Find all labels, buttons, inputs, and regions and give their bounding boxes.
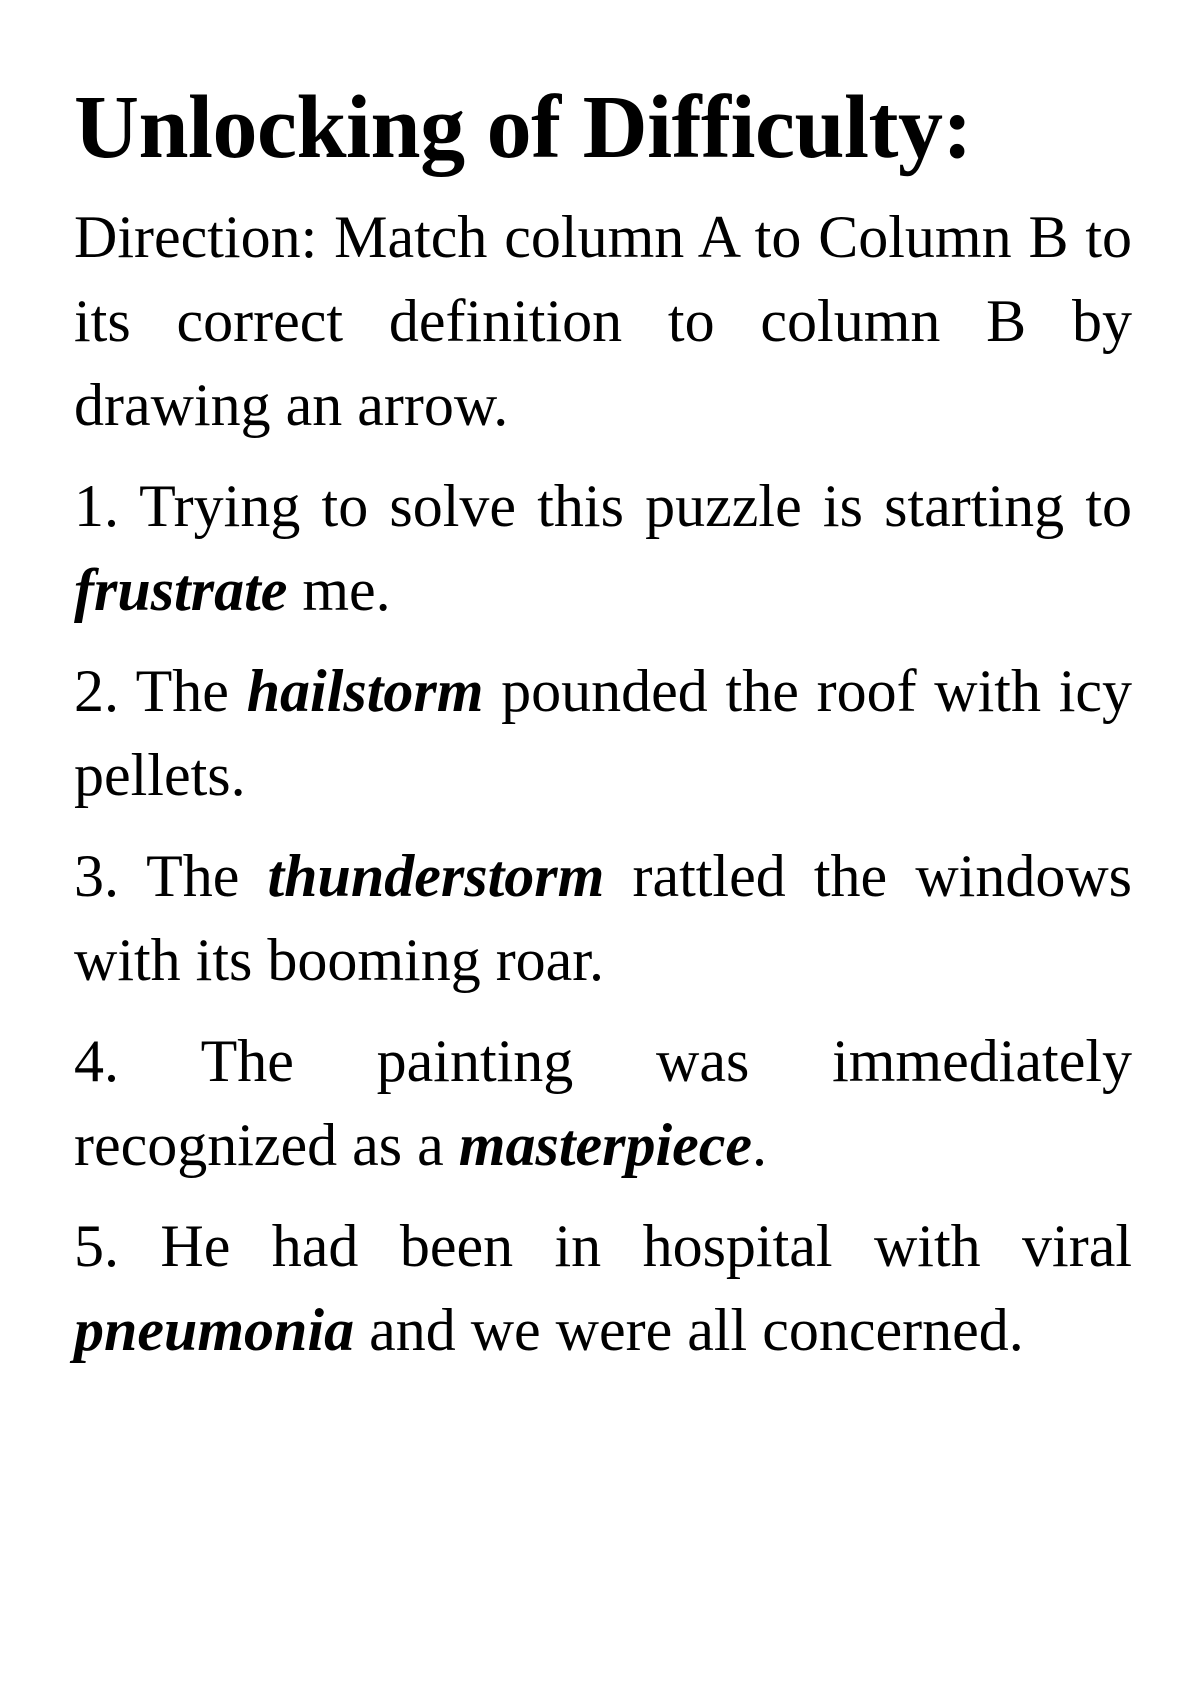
- item-text: 1. Trying to solve this puzzle is starting to: [74, 473, 1132, 539]
- list-item-4: [74, 1019, 1132, 1187]
- list-item-5: [74, 1204, 1132, 1372]
- item-text: 3. The: [74, 843, 268, 909]
- list-item-3: [74, 834, 1132, 1002]
- keyword-hailstorm: hailstorm: [246, 658, 484, 724]
- item-text: rattled the windows with its booming roar.: [74, 843, 1133, 993]
- document-page: [74, 78, 1132, 1372]
- keyword-masterpiece: masterpiece: [458, 1112, 753, 1178]
- list-item-2: [74, 649, 1132, 817]
- direction-text: Direction: Match column A to Column B to its correct definition to column B by drawing an arrow.: [74, 204, 1132, 438]
- item-text: 5. He had been in hospital with viral: [74, 1213, 1132, 1279]
- list-item-1: [74, 464, 1132, 632]
- keyword-frustrate: frustrate: [74, 557, 288, 623]
- item-text: 4. The painting was immediately recognized as a: [74, 1028, 1132, 1178]
- item-text: me.: [287, 557, 391, 623]
- item-text: 2. The: [74, 658, 247, 724]
- keyword-thunderstorm: thunderstorm: [267, 843, 605, 909]
- keyword-pneumonia: pneumonia: [74, 1297, 355, 1363]
- item-text: .: [752, 1112, 768, 1178]
- page-title: Unlocking of Difficulty:: [74, 78, 972, 177]
- item-text: pounded the roof with icy pellets.: [74, 658, 1132, 808]
- item-text: and we were all concerned.: [354, 1297, 1024, 1363]
